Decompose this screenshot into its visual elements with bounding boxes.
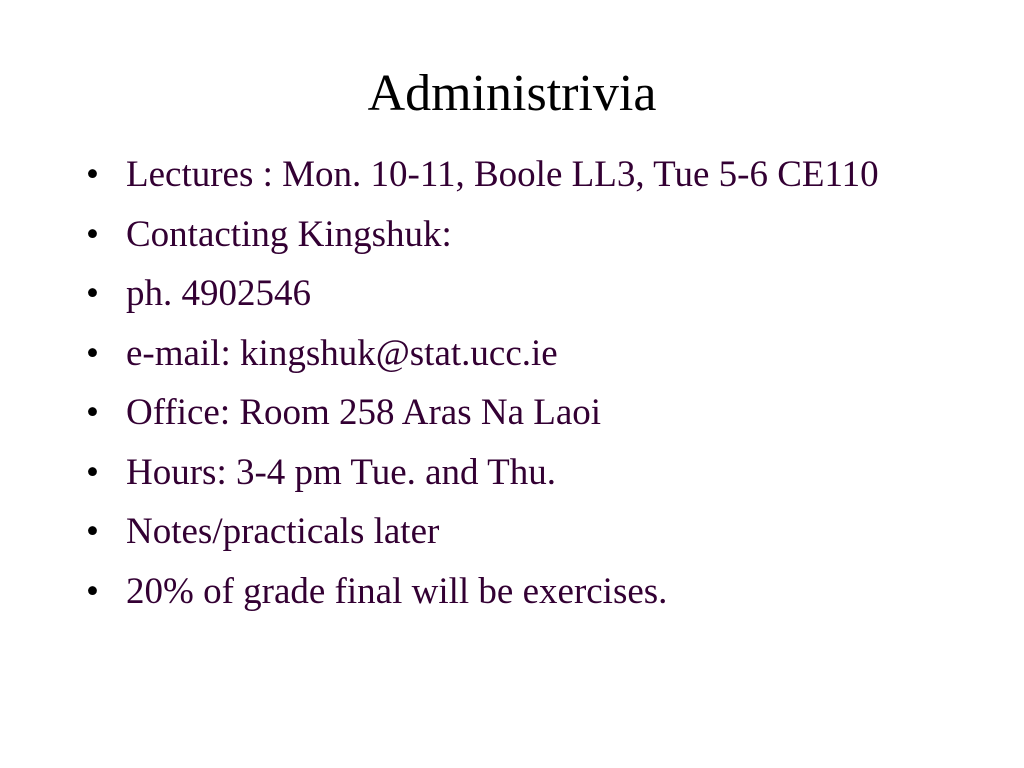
bullet-marker: • <box>86 154 99 195</box>
bullet-item <box>86 390 946 436</box>
bullet-item <box>86 212 946 258</box>
bullet-item <box>86 450 946 496</box>
bullet-marker: • <box>86 451 99 493</box>
bullet-text: Contacting Kingshuk: <box>126 213 452 255</box>
bullet-marker: • <box>86 570 99 612</box>
bullet-text: Lectures : Mon. 10-11, Boole LL3, Tue 5-6 CE110 <box>126 154 879 195</box>
bullet-item <box>86 152 946 198</box>
bullet-item <box>86 569 946 615</box>
bullet-marker: • <box>86 392 99 433</box>
bullet-text: ph. 4902546 <box>126 273 311 314</box>
bullet-marker: • <box>86 332 99 374</box>
bullet-marker: • <box>86 273 99 314</box>
bullet-text: e-mail: kingshuk@stat.ucc.ie <box>126 332 558 374</box>
bullet-item <box>86 509 946 555</box>
bullet-text: Office: Room 258 Aras Na Laoi <box>126 392 602 433</box>
bullet-marker: • <box>86 213 99 255</box>
bullet-item <box>86 271 946 317</box>
bullet-marker: • <box>86 511 99 552</box>
bullet-text: Hours: 3-4 pm Tue. and Thu. <box>126 451 556 493</box>
bullet-text: 20% of grade final will be exercises. <box>126 570 668 612</box>
slide-title: Administrivia <box>367 65 657 122</box>
bullet-item <box>86 331 946 377</box>
bullet-text: Notes/practicals later <box>126 511 440 552</box>
bullet-list <box>86 152 946 628</box>
